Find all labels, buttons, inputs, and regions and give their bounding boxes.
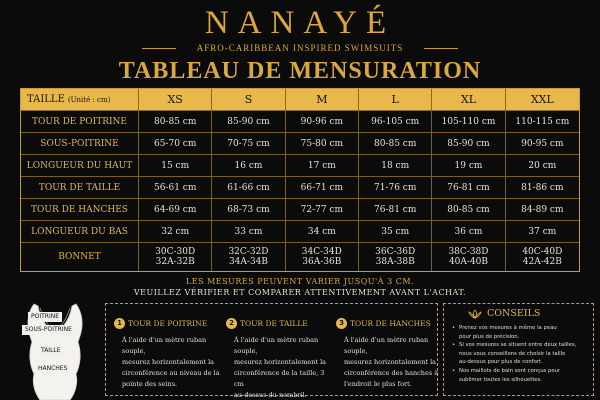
measurement-cell: 68-73 cm [212,199,285,221]
measurement-cell: 80-85 cm [139,111,212,133]
step-line: circonférence au niveau de la [122,369,220,377]
step-line: l'endroit le plus fort. [344,380,412,388]
size-table [20,88,580,272]
measurement-cell: 80-85 cm [359,133,432,155]
step-line: mesurez horizontalement la [122,358,215,366]
bonnet-value: 34A-34B [228,257,269,267]
instruction-step [226,317,334,400]
measurement-instructions [105,303,439,399]
measurement-cell: 33 cm [212,221,285,243]
step-line: circonférence de la taille, 3 cm [234,369,325,388]
bonnet-value: 32A-32B [155,257,195,267]
bonnet-cell [286,243,359,271]
brand-logo: NANAYÉ [204,5,396,41]
row-label: TOUR DE TAILLE [21,177,139,199]
conseil-line: sublimer toutes les silhouettes. [459,376,543,383]
measurement-cell: 32 cm [139,221,212,243]
measurement-cell: 36 cm [432,221,505,243]
bonnet-value: 40A-40B [448,257,489,267]
step-description [234,335,334,400]
step-number-badge: 2 [226,318,237,329]
measurement-cell: 18 cm [359,155,432,177]
measurement-cell: 16 cm [212,155,285,177]
lotus-icon [468,309,482,319]
measurement-cell: 84-89 cm [506,199,579,221]
swimsuit-figure [4,302,104,400]
bonnet-cell [432,243,505,271]
size-header: XXL [506,89,579,111]
measurement-cell: 110-115 cm [506,111,579,133]
measurement-cell: 71-76 cm [359,177,432,199]
bonnet-value: 36C-36D [375,247,416,257]
bonnet-cell [506,243,579,271]
figure-label-poitrine: POITRINE [28,312,62,322]
step-line: À l'aide d'un mètre ruban souple, [344,336,429,355]
measurement-cell: 34 cm [286,221,359,243]
step-description [344,335,444,390]
conseil-line: nous vous conseillons de choisir la taille [459,350,566,357]
step-line: circonférence des hanches à [344,369,439,377]
step-line: mesurez horizontalement la [234,358,327,366]
measurement-cell: 19 cm [432,155,505,177]
measurement-cell: 64-69 cm [139,199,212,221]
measurement-cell: 65-70 cm [139,133,212,155]
size-header: S [212,89,285,111]
measurement-cell: 90-96 cm [286,111,359,133]
conseil-item [452,367,592,384]
instruction-step [336,317,444,390]
bonnet-value: 30C-30D [155,247,196,257]
step-line: au-dessus du nombril. [234,391,307,399]
bonnet-cell [359,243,432,271]
conseil-line: au-dessus pour plus de confort. [459,359,543,366]
step-line: À l'aide d'un mètre ruban souple, [122,336,207,355]
step-line: À l'aide d'un mètre ruban souple, [234,336,319,355]
measurement-cell: 17 cm [286,155,359,177]
measurement-cell: 56-61 cm [139,177,212,199]
tagline: AFRO-CARIBBEAN INSPIRED SWIMSUITS [196,43,404,53]
bonnet-value: 36A-36B [302,257,342,267]
measurement-cell: 76-81 cm [432,177,505,199]
bonnet-cell [212,243,285,271]
measurement-cell: 81-86 cm [506,177,579,199]
conseil-line: • Prenez vos mesures à même la peau [459,325,557,331]
conseil-item [452,324,592,341]
step-title: TOUR DE POITRINE [128,318,208,328]
measurement-cell: 76-81 cm [359,199,432,221]
tagline-row [0,42,600,54]
measurement-cell: 96-105 cm [359,111,432,133]
measurement-cell: 37 cm [506,221,579,243]
step-number-badge: 3 [336,318,347,329]
variation-notice: LES MESURES PEUVENT VARIER JUSQU'À 3 CM. [185,277,415,286]
verify-notice: VEUILLEZ VÉRIFIER ET COMPARER ATTENTIVEMENT AVANT L'ACHAT. [133,288,467,297]
row-label: LONGUEUR DU BAS [21,221,139,243]
conseils-box [443,303,594,396]
bonnet-value: 40C-40D [522,247,563,257]
row-label: BONNET [21,243,139,271]
measurement-cell: 90-95 cm [506,133,579,155]
step-line: mesurez horizontalement la [344,358,437,366]
conseils-title: CONSEILS [487,308,541,319]
measurement-cell: 85-90 cm [212,111,285,133]
conseil-item [452,341,592,367]
table-header-label [21,89,139,111]
row-label: LONGUEUR DU HAUT [21,155,139,177]
figure-label-hanches: HANCHES [35,364,70,374]
row-label: SOUS-POITRINE [21,133,139,155]
measurement-cell: 85-90 cm [432,133,505,155]
table-header-title: TAILLE [27,93,65,105]
figure-label-sous-poitrine: SOUS-POITRINE [22,325,75,335]
measurement-cell: 105-110 cm [432,111,505,133]
measurement-cell: 80-85 cm [432,199,505,221]
measurement-cell: 15 cm [139,155,212,177]
bonnet-value: 34C-34D [301,247,342,257]
measurement-cell: 75-80 cm [286,133,359,155]
conseil-line: • Si vos mesures se situent entre deux tailles, [459,342,577,349]
bonnet-value: 38C-38D [448,247,489,257]
row-label: TOUR DE POITRINE [21,111,139,133]
conseil-line: pour plus de précision. [459,333,520,340]
size-table-grid [21,89,579,271]
page-title: TABLEAU DE MENSURATION [118,58,482,84]
size-header: L [359,89,432,111]
step-title: TOUR DE HANCHES [350,318,431,328]
measurement-cell: 61-66 cm [212,177,285,199]
tagline-divider-right [424,48,458,49]
bonnet-value: 32C-32D [228,247,269,257]
step-title: TOUR DE TAILLE [240,318,308,328]
measurement-cell: 20 cm [506,155,579,177]
measurement-cell: 35 cm [359,221,432,243]
bonnet-cell [139,243,212,271]
measurement-cell: 70-75 cm [212,133,285,155]
measurement-cell: 72-77 cm [286,199,359,221]
row-label: TOUR DE HANCHES [21,199,139,221]
instruction-step [114,317,222,390]
bonnet-value: 38A-38B [375,257,415,267]
step-number-badge: 1 [114,318,125,329]
step-description [122,335,222,390]
conseil-line: • Nos maillots de bain sont conçus pour [459,367,561,374]
size-header: XL [432,89,505,111]
measurement-cell: 66-71 cm [286,177,359,199]
bonnet-value: 42A-42B [522,257,562,267]
figure-label-taille: TAILLE [38,346,64,356]
size-header: XS [139,89,212,111]
table-header-unit: (Unité : cm) [67,95,111,104]
conseils-list [452,324,592,384]
size-header: M [286,89,359,111]
step-line: pointe des seins. [122,380,178,388]
